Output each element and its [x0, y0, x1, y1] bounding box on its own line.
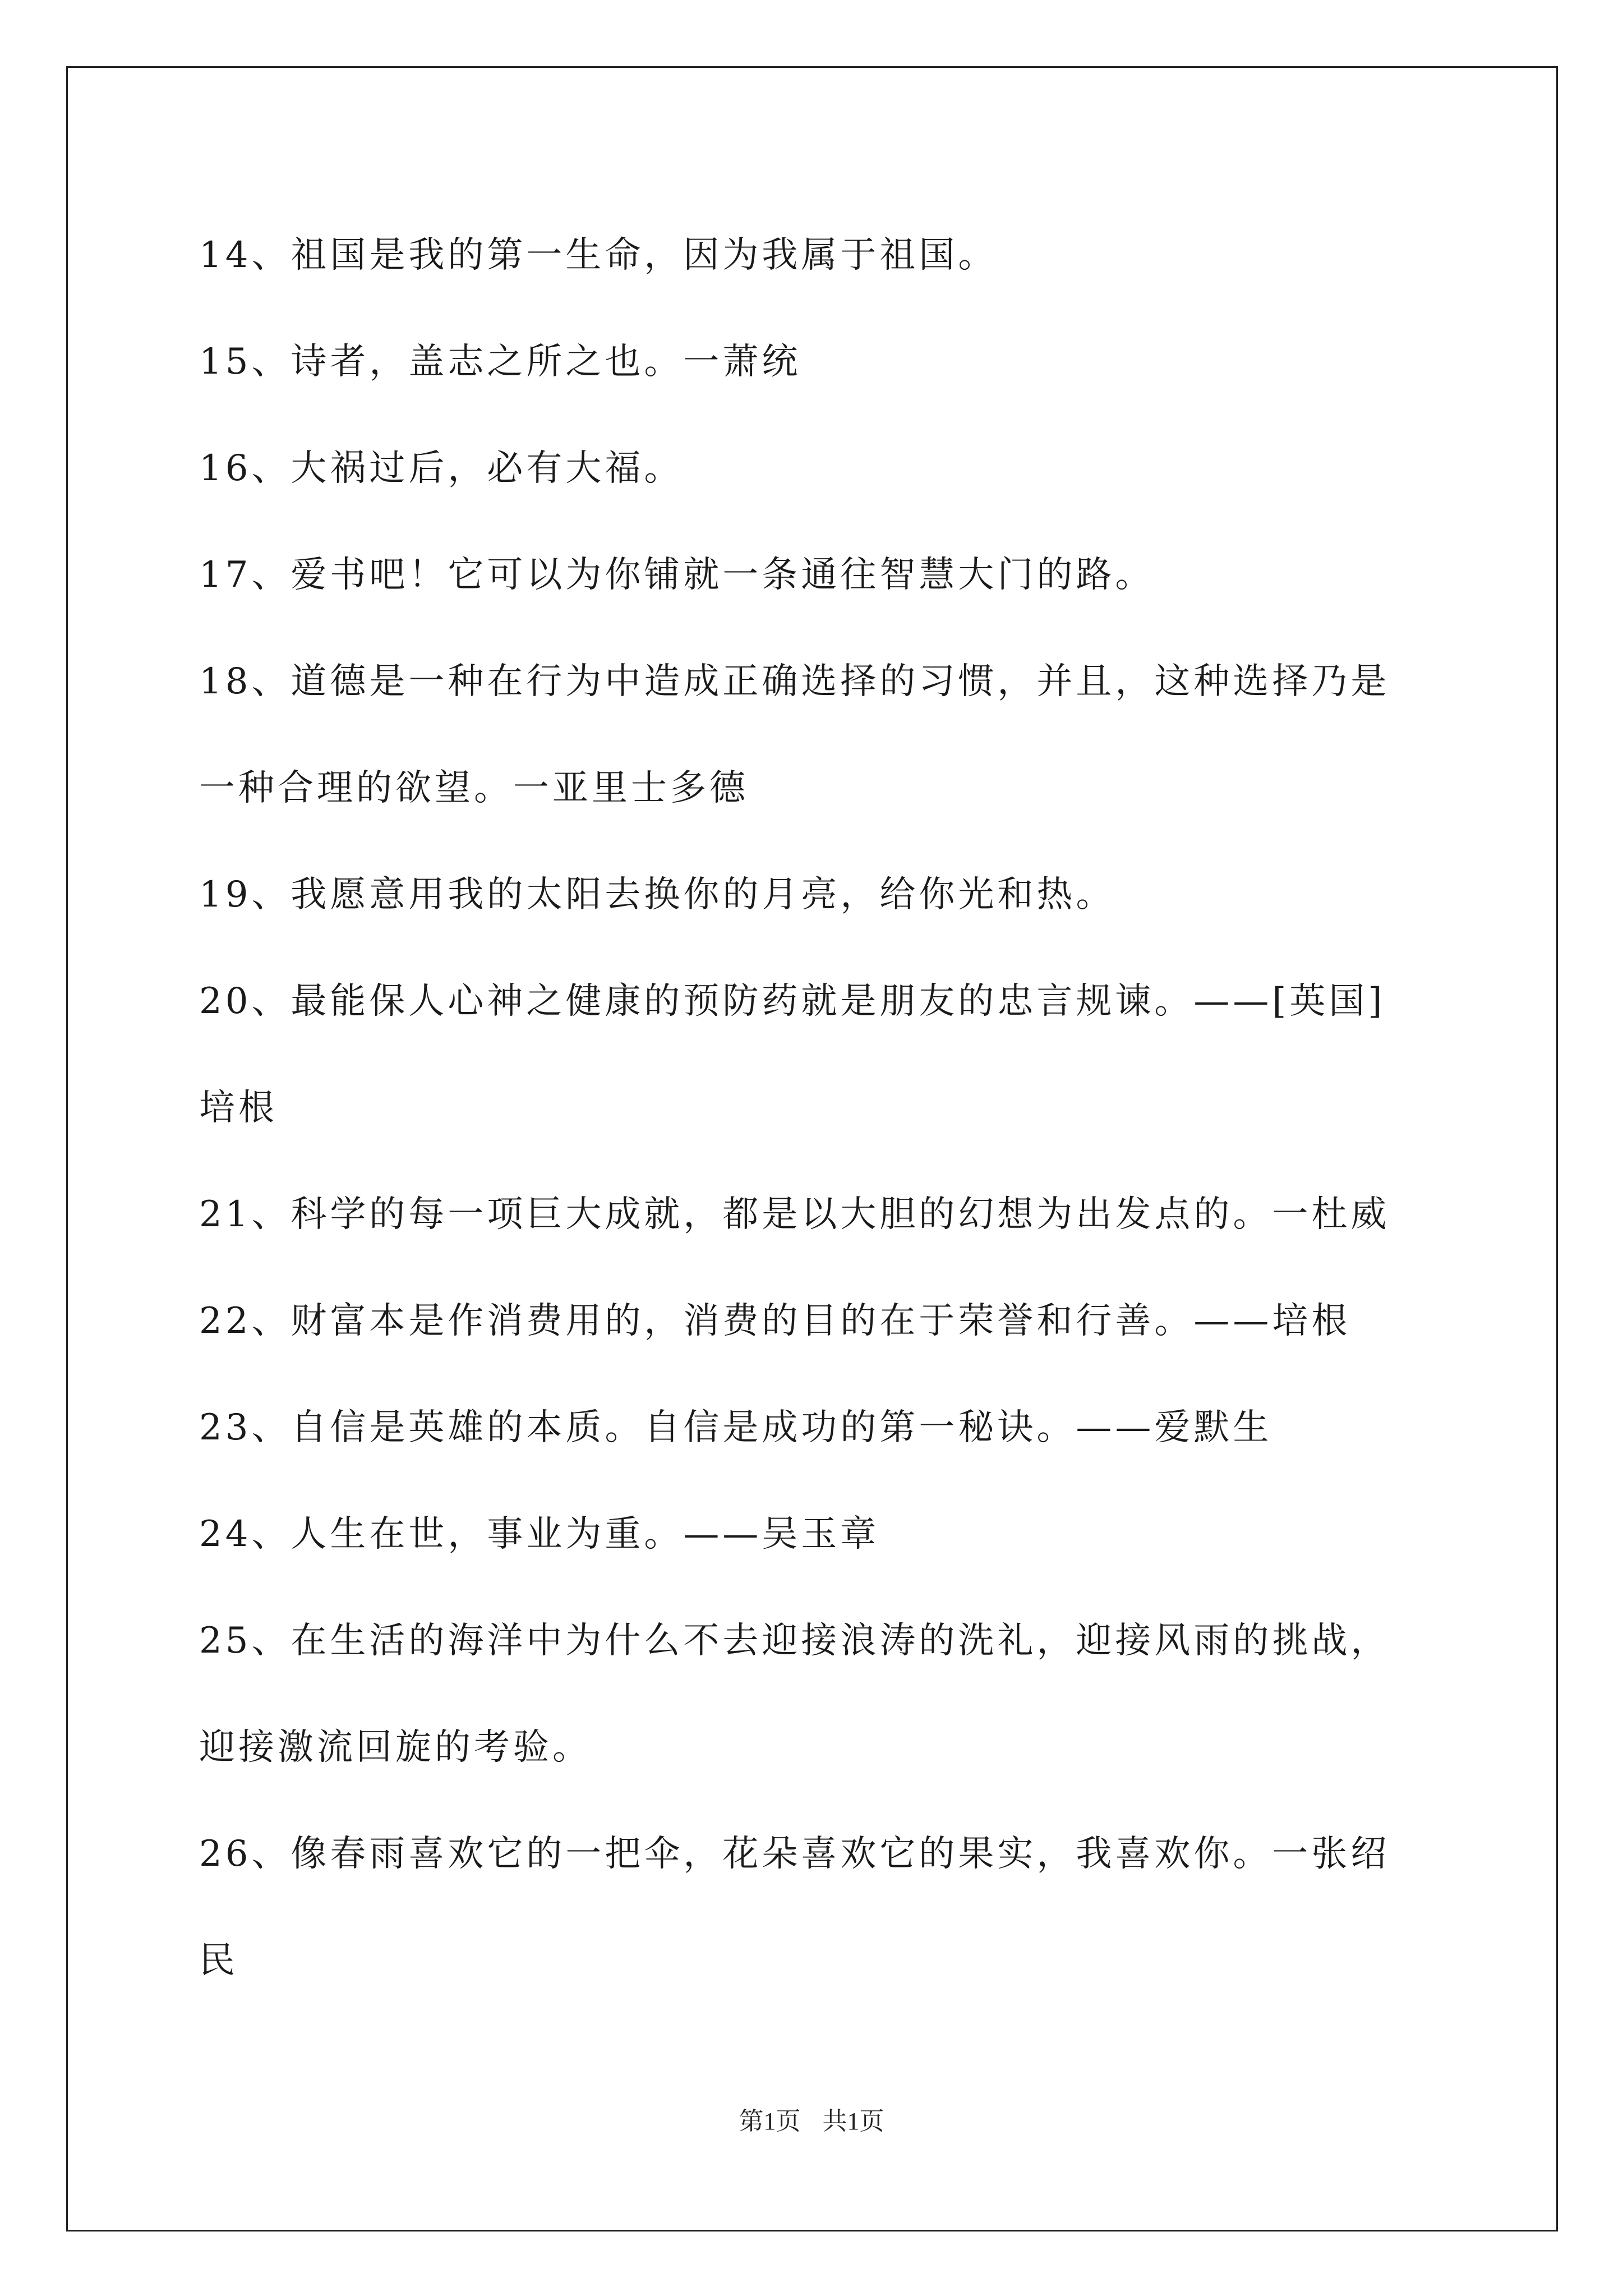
text-line: 21、科学的每一项巨大成就，都是以大胆的幻想为出发点的。一杜威: [199, 1194, 1390, 1235]
text-line: 民: [199, 1940, 238, 1981]
text-line: 16、大祸过后，必有大福。: [199, 448, 684, 489]
page-footer: [0, 2101, 1623, 2137]
text-line: 24、人生在世，事业为重。——吴玉章: [199, 1513, 880, 1555]
page-number: 第1页: [739, 2108, 801, 2135]
text-line: 培根: [199, 1087, 278, 1129]
text-line: 26、像春雨喜欢它的一把伞，花朵喜欢它的果实，我喜欢你。一张绍: [199, 1833, 1390, 1875]
text-line: 15、诗者，盖志之所之也。一萧统: [199, 341, 801, 383]
text-line: 14、祖国是我的第一生命，因为我属于祖国。: [199, 234, 998, 276]
text-line: 迎接激流回旋的考验。: [199, 1727, 592, 1768]
total-pages: 共1页: [822, 2108, 884, 2135]
text-line: 一种合理的欲望。一亚里士多德: [199, 767, 749, 809]
document-body: [199, 222, 1453, 2033]
text-line: 22、财富本是作消费用的，消费的目的在于荣誉和行善。——培根: [199, 1300, 1351, 1342]
text-line: 25、在生活的海洋中为什么不去迎接浪涛的洗礼，迎接风雨的挑战，: [199, 1620, 1390, 1662]
text-line: 17、爱书吧！它可以为你铺就一条通往智慧大门的路。: [199, 554, 1155, 596]
text-line: 20、最能保人心神之健康的预防药就是朋友的忠言规谏。——[英国]: [199, 981, 1386, 1022]
text-line: 23、自信是英雄的本质。自信是成功的第一秘诀。——爱默生: [199, 1407, 1272, 1448]
text-line: 19、我愿意用我的太阳去换你的月亮，给你光和热。: [199, 874, 1115, 915]
text-line: 18、道德是一种在行为中造成正确选择的习惯，并且，这种选择乃是: [199, 661, 1390, 702]
